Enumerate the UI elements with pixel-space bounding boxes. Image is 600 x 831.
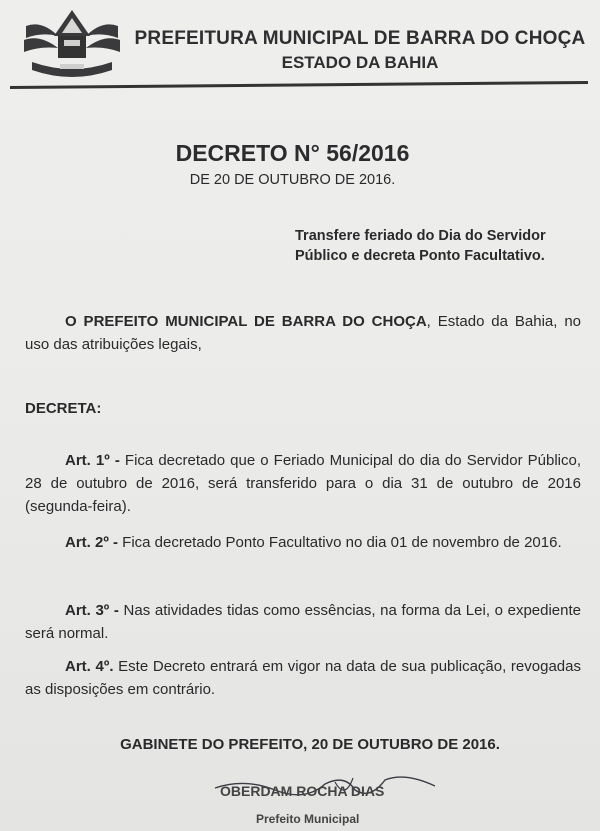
municipal-crest-logo — [18, 6, 126, 84]
article-text: Fica decretado Ponto Facultativo no dia 01 de novembro de 2016. — [117, 534, 562, 551]
preamble — [25, 310, 581, 356]
article-label: Art. 4º. — [65, 658, 114, 675]
signer-role: Prefeito Municipal — [256, 812, 360, 826]
letterhead — [130, 28, 590, 73]
article-text: Nas atividades tidas como essências, na forma da Lei, o expediente será normal. — [25, 602, 581, 642]
closing-line: GABINETE DO PREFEITO, 20 DE OUTUBRO DE 2016. — [120, 736, 500, 753]
signer-name: OBERDAM ROCHA DIAS — [220, 783, 385, 799]
article-2 — [25, 531, 581, 554]
article-text: Este Decreto entrará em vigor na data de sua publicação, revogadas as disposições em contrário. — [25, 658, 581, 698]
decree-date: DE 20 DE OUTUBRO DE 2016. — [189, 172, 396, 188]
article-1 — [25, 449, 581, 518]
article-4 — [25, 655, 581, 701]
municipality-name: PREFEITURA MUNICIPAL DE BARRA DO CHOÇA — [134, 28, 586, 49]
decree-summary: Transfere feriado do Dia do Servidor Público e decreta Ponto Facultativo. — [295, 228, 546, 264]
preamble-text: , Estado da Bahia, no uso das atribuições legais, — [25, 313, 581, 353]
article-label: Art. 2º - — [65, 534, 118, 551]
article-label: Art. 1º - — [65, 452, 120, 469]
decreta-heading: DECRETA: — [25, 400, 102, 417]
preamble-authority: O PREFEITO MUNICIPAL DE BARRA DO CHOÇA — [65, 313, 427, 330]
article-label: Art. 3º - — [65, 602, 119, 619]
article-3 — [25, 599, 581, 645]
article-text: Fica decretado que o Feriado Municipal do dia do Servidor Público, 28 de outubro de 2016, será transferido para o dia 31 de outubro de 2016 (segunda-feira). — [25, 452, 582, 515]
decree-title: DECRETO N° 56/2016 — [175, 140, 410, 166]
state-name: ESTADO DA BAHIA — [281, 53, 439, 72]
